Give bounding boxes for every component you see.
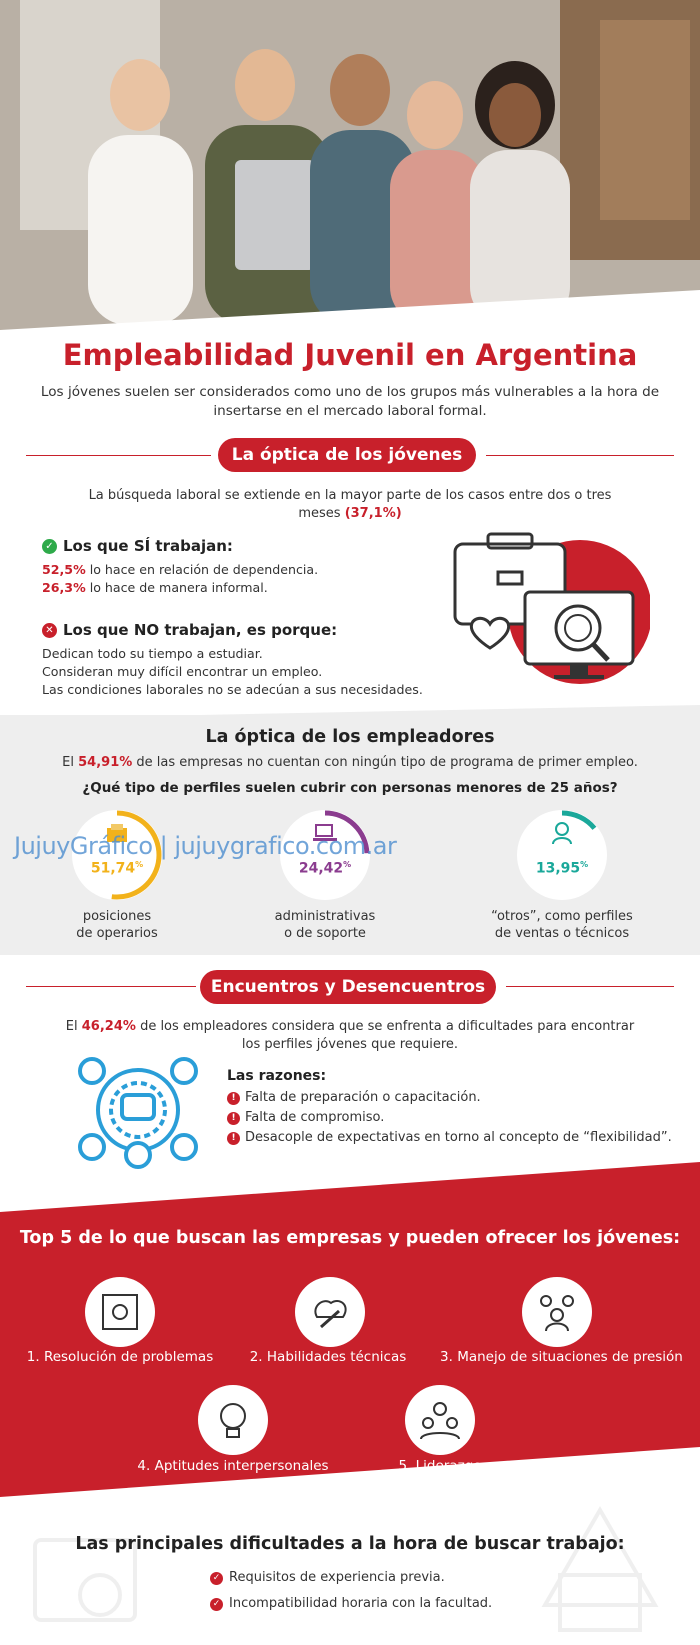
top5-item-2: 2. Habilidades técnicas — [249, 1349, 407, 1365]
alert-icon: ! — [227, 1112, 240, 1125]
employers-title: La óptica de los empleadores — [205, 727, 495, 747]
hero-photo — [0, 0, 700, 330]
check-icon: ✓ — [42, 539, 57, 554]
not-working-line: Las condiciones laborales no se adecúan a sus necesidades. — [42, 682, 423, 697]
profile-circle-otros — [517, 810, 607, 900]
divider-right — [486, 455, 674, 456]
divider-right — [506, 986, 674, 987]
section-pill-encounters: Encuentros y Desencuentros — [200, 970, 496, 1004]
profile-label: administrativas o de soporte — [274, 909, 376, 941]
puzzle-gear-icon — [85, 1277, 155, 1347]
job-search-pct: (37,1%) — [344, 506, 402, 521]
top5-item-4: 4. Aptitudes interpersonales — [137, 1458, 329, 1474]
profile-pct: 51,74% — [90, 860, 144, 877]
reason-item: ! Falta de preparación o capacitación. — [227, 1088, 687, 1108]
not-working-heading-text: Los que NO trabajan, es porque: — [63, 621, 338, 639]
check-icon: ✓ — [210, 1598, 223, 1611]
page-title: Empleabilidad Juvenil en Argentina — [62, 338, 638, 372]
brain-tools-icon — [295, 1277, 365, 1347]
alert-icon: ! — [227, 1092, 240, 1105]
working-group — [42, 537, 442, 597]
top5-item-3: 3. Manejo de situaciones de presión — [440, 1349, 683, 1365]
not-working-line: Consideran muy difícil encontrar un empleo. — [42, 664, 323, 679]
working-heading-text: Los que SÍ trabajan: — [63, 537, 233, 555]
reason-item: ! Falta de compromiso. — [227, 1108, 687, 1128]
people-gears-icon — [522, 1277, 592, 1347]
difficulty-item: ✓ Requisitos de experiencia previa. — [210, 1568, 610, 1588]
top5-item-5: 5. Liderazgo — [398, 1458, 482, 1474]
support-agent-icon — [550, 820, 574, 846]
briefcase-monitor-icon — [450, 532, 650, 687]
top5-item-1: 1. Resolución de problemas — [26, 1349, 214, 1365]
job-search-sentence: La búsqueda laboral se extiende en la mayor parte de los casos entre dos o tres meses — [88, 488, 612, 521]
reasons-heading: Las razones: — [227, 1068, 327, 1084]
job-search-text — [80, 487, 620, 523]
profile-pct: 13,95% — [535, 860, 589, 877]
not-working-heading — [42, 621, 462, 639]
difficulties-list — [210, 1568, 610, 1614]
team-network-icon — [78, 1055, 198, 1170]
employers-stat: El 54,91% de las empresas no cuentan con ningún tipo de programa de primer empleo. — [62, 755, 638, 770]
difficulty-item: ✓ Incompatibilidad horaria con la facultad. — [210, 1594, 610, 1614]
x-icon: ✕ — [42, 623, 57, 638]
check-icon: ✓ — [210, 1572, 223, 1585]
section-pill-youth: La óptica de los jóvenes — [218, 438, 476, 472]
watermark: JujuyGráfico | jujuygrafico.com.ar — [14, 832, 397, 860]
reasons-list — [227, 1068, 687, 1148]
profiles-question: ¿Qué tipo de perfiles suelen cubrir con personas menores de 25 años? — [82, 780, 618, 796]
profile-pct: 24,42% — [298, 860, 352, 877]
encounters-stat: El 46,24% de los empleadores considera que se enfrenta a dificultades para encontrar los perfiles jóvenes que requiere. — [65, 1019, 635, 1052]
top5-title: Top 5 de lo que buscan las empresas y pueden ofrecer los jóvenes: — [19, 1228, 681, 1248]
profile-label: posiciones de operarios — [76, 909, 158, 941]
working-heading — [42, 537, 442, 555]
lightbulb-gear-icon — [198, 1385, 268, 1455]
profile-label: “otros”, como perfiles de ventas o técnicos — [491, 909, 633, 941]
divider-left — [26, 455, 211, 456]
leader-group-icon — [405, 1385, 475, 1455]
reason-item: ! Desacople de expectativas en torno al concepto de “flexibilidad”. — [227, 1128, 687, 1148]
working-line: 26,3% lo hace de manera informal. — [42, 580, 268, 595]
divider-left — [26, 986, 196, 987]
working-line: 52,5% lo hace en relación de dependencia. — [42, 562, 319, 577]
intro-text: Los jóvenes suelen ser considerados como uno de los grupos más vulnerables a la hora de insertarse en el mercado laboral formal. — [40, 384, 660, 419]
gray-top-edge — [0, 705, 700, 719]
not-working-group — [42, 621, 462, 699]
alert-icon: ! — [227, 1132, 240, 1145]
difficulties-title: Las principales dificultades a la hora de buscar trabajo: — [75, 1534, 625, 1554]
not-working-line: Dedican todo su tiempo a estudiar. — [42, 646, 263, 661]
